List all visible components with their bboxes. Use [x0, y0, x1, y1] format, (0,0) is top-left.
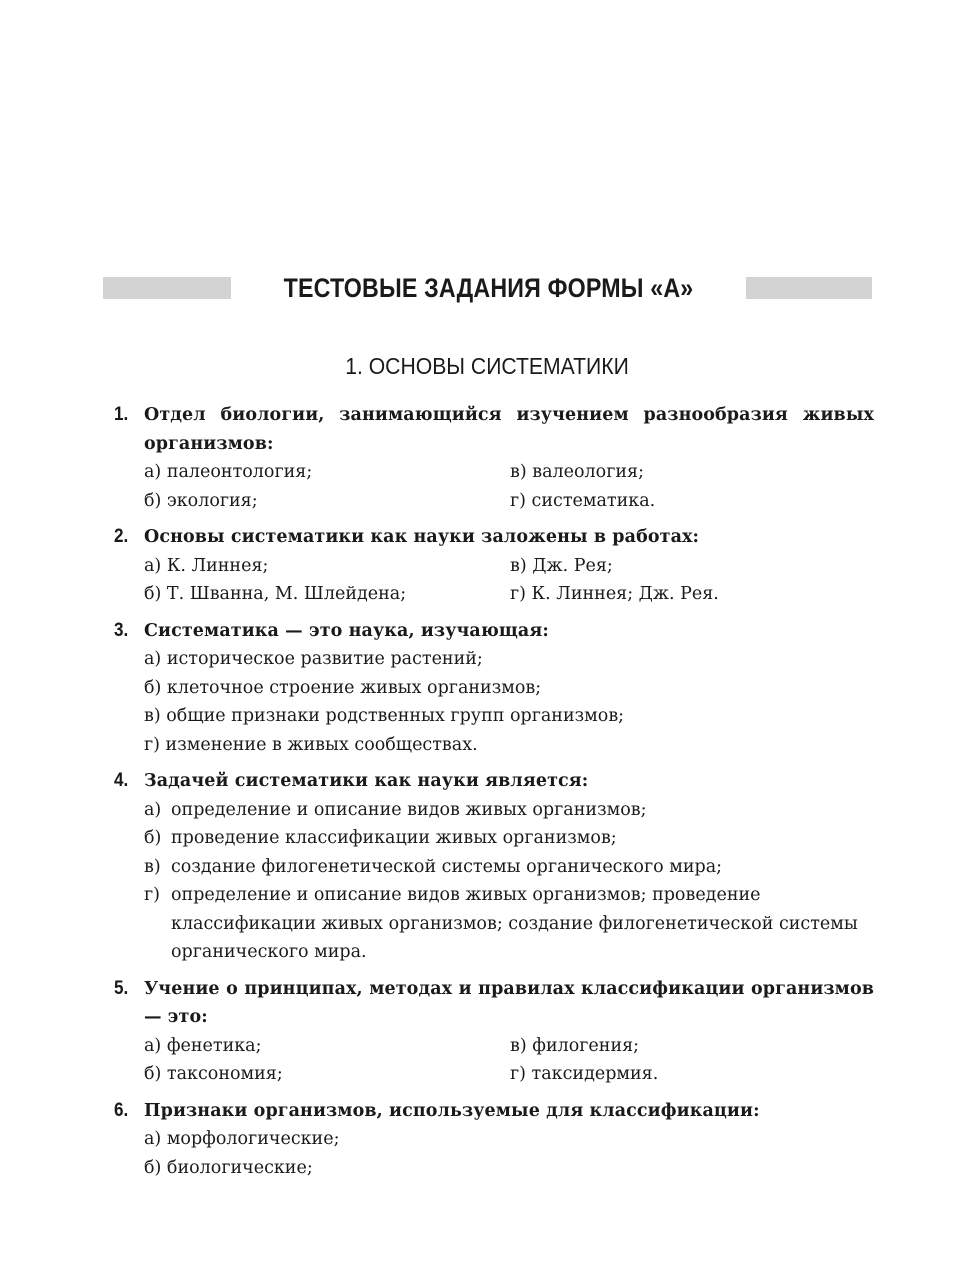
question-5 — [114, 975, 874, 1089]
section-title: 1. ОСНОВЫ СИСТЕМАТИКИ — [345, 353, 629, 379]
question-number: 5. — [114, 977, 129, 999]
question-number: 1. — [114, 404, 129, 425]
question-text: Учение о принципах, методах и правилах классификации организмов — это: — [144, 978, 874, 1027]
answer-option: в) валеология; — [510, 462, 644, 482]
option-letter: в) — [144, 856, 161, 877]
answer-options — [144, 552, 874, 609]
answer-option — [144, 853, 874, 882]
question-text: Основы систематики как науки заложены в работах: — [144, 527, 700, 547]
option-text: определение и описание видов живых организмов; — [171, 799, 647, 820]
answer-option: в) филогения; — [510, 1035, 640, 1056]
question-2 — [114, 523, 874, 609]
answer-option: а) К. Линнея; — [144, 555, 269, 576]
option-letter: г) — [144, 885, 160, 905]
answer-option — [144, 824, 874, 853]
answer-option: а) историческое развитие растений; — [144, 649, 483, 669]
question-1 — [114, 401, 874, 515]
answer-option: б) таксономия; — [144, 1064, 283, 1084]
option-text: создание филогенетической системы органического мира; — [171, 856, 723, 877]
answer-option: б) Т. Шванна, М. Шлейдена; — [144, 584, 407, 604]
option-text: проведение классификации живых организмов; — [171, 828, 617, 848]
answer-option: в) Дж. Рея; — [510, 555, 613, 576]
question-6 — [114, 1097, 874, 1183]
answer-option: а) фенетика; — [144, 1035, 262, 1056]
question-text: Отдел биологии, занимающийся изучением разнообразия живых организмов: — [144, 405, 874, 454]
banner-bar-left — [103, 277, 231, 299]
option-text: определение и описание видов живых организмов; проведение классификации живых организмов; создание филогенетической системы органического мира. — [171, 885, 858, 962]
answer-option: в) общие признаки родственных групп организмов; — [144, 706, 625, 726]
question-text: Задачей систематики как науки является: — [144, 771, 589, 791]
question-number: 6. — [114, 1099, 129, 1121]
answer-option: б) биологические; — [144, 1157, 313, 1178]
question-list — [114, 401, 874, 1190]
answer-option: г) изменение в живых сообществах. — [144, 734, 478, 755]
answer-option: б) клеточное строение живых организмов; — [144, 677, 542, 698]
question-number: 2. — [114, 526, 129, 547]
answer-options — [144, 458, 874, 515]
section-banner — [103, 270, 872, 310]
question-number: 4. — [114, 770, 129, 791]
answer-option: г) систематика. — [510, 490, 656, 511]
question-4 — [114, 767, 874, 967]
answer-option: а) палеонтология; — [144, 462, 313, 482]
banner-title: ТЕСТОВЫЕ ЗАДАНИЯ ФОРМЫ «А» — [283, 273, 694, 303]
answer-options — [144, 1032, 874, 1089]
question-text: Систематика — это наука, изучающая: — [144, 620, 549, 641]
option-letter: б) — [144, 828, 162, 848]
answer-option: а) морфологические; — [144, 1129, 340, 1149]
banner-bar-right — [746, 277, 872, 299]
question-3 — [114, 617, 874, 760]
answer-option: б) экология; — [144, 490, 258, 511]
question-number: 3. — [114, 619, 129, 641]
answer-option: г) К. Линнея; Дж. Рея. — [510, 584, 719, 604]
answer-option: г) таксидермия. — [510, 1064, 659, 1084]
question-text: Признаки организмов, используемые для классификации: — [144, 1100, 760, 1121]
answer-option — [144, 881, 874, 967]
option-letter: а) — [144, 799, 162, 820]
answer-option — [144, 796, 874, 825]
